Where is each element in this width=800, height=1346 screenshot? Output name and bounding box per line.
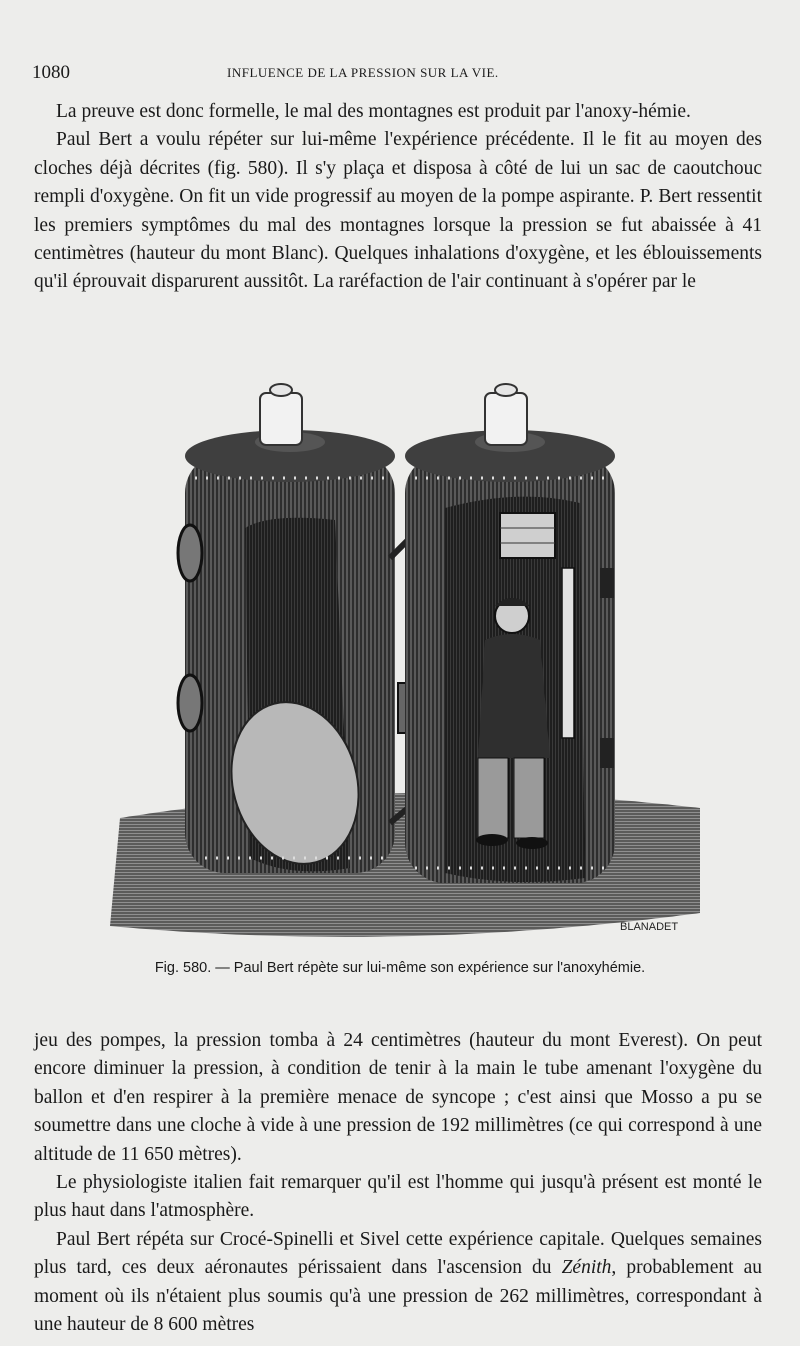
man-body: [478, 634, 550, 758]
zenith-name: Zénith: [561, 1257, 612, 1279]
right-chamber: [405, 384, 615, 883]
bottom-text-block: [34, 1027, 762, 1339]
paragraph-everest: jeu des pompes, la pression tomba à 24 centimètres (hauteur du mont Everest). On peut encore diminuer la pression, à condition de tenir à la main le tube amenant l'oxygène du ballon et d'en respirer à la première menace de syncope ; c'est ainsi que Mosso a pu se soumettre dans une cloche à vide à une pression de 192 millimètres (ce qui correspond à une altitude de 11 650 mètres).: [34, 1030, 762, 1165]
running-title: INFLUENCE DE LA PRESSION SUR LA VIE.: [227, 65, 499, 80]
page-header: [32, 62, 767, 86]
figure-caption: Fig. 580. — Paul Bert répète sur lui-même son expérience sur l'anoxyhémie.: [154, 960, 646, 976]
left-chamber: [178, 384, 395, 878]
paragraph-paul-bert-experiment: Paul Bert a voulu répéter sur lui-même l'expérience précédente. Il le fit au moyen des cloches déjà décrites (fig. 580). Il s'y plaça et disposa à côté de lui un sac de caoutchouc rempli d'oxygène. On fit un vide progressif au moyen de la pompe aspirante. P. Bert ressentit les premiers symptômes du mal des montagnes lorsque la pression se fut abaissée à 41 centimètres (hauteur du mont Blanc). Quelques inhalations d'oxygène, et les éblouissements qu'il éprouvait disparurent aussitôt. La raréfaction de l'air continuant à s'opérer par le: [34, 129, 762, 293]
zenith-text-after: , probablement au moment où ils n'étaient plus soumis qu'à une pression de 262 millimètres, correspondant à une hauteur de 8 600 mètres: [34, 1257, 762, 1336]
top-text-block: [34, 98, 762, 297]
pressure-chambers-engraving: [100, 378, 710, 946]
paragraph-physiologist: Le physiologiste italien fait remarquer qu'il est l'homme qui jusqu'à présent est monté le plus haut dans l'atmosphère.: [34, 1172, 762, 1222]
zenith-text-before: Paul Bert répéta sur Crocé-Spinelli et Sivel cette expérience capitale. Quelques semaines plus tard, ces deux aéronautes périssaient dans l'ascension du: [34, 1228, 762, 1279]
page-number: 1080: [32, 62, 70, 83]
paragraph-zenith: [34, 1226, 762, 1340]
paragraph-anoxyhemie: La preuve est donc formelle, le mal des montagnes est produit par l'anoxy-hémie.: [56, 101, 691, 122]
artist-signature: BLANADET: [620, 921, 679, 933]
figure-580-illustration: [100, 378, 710, 946]
